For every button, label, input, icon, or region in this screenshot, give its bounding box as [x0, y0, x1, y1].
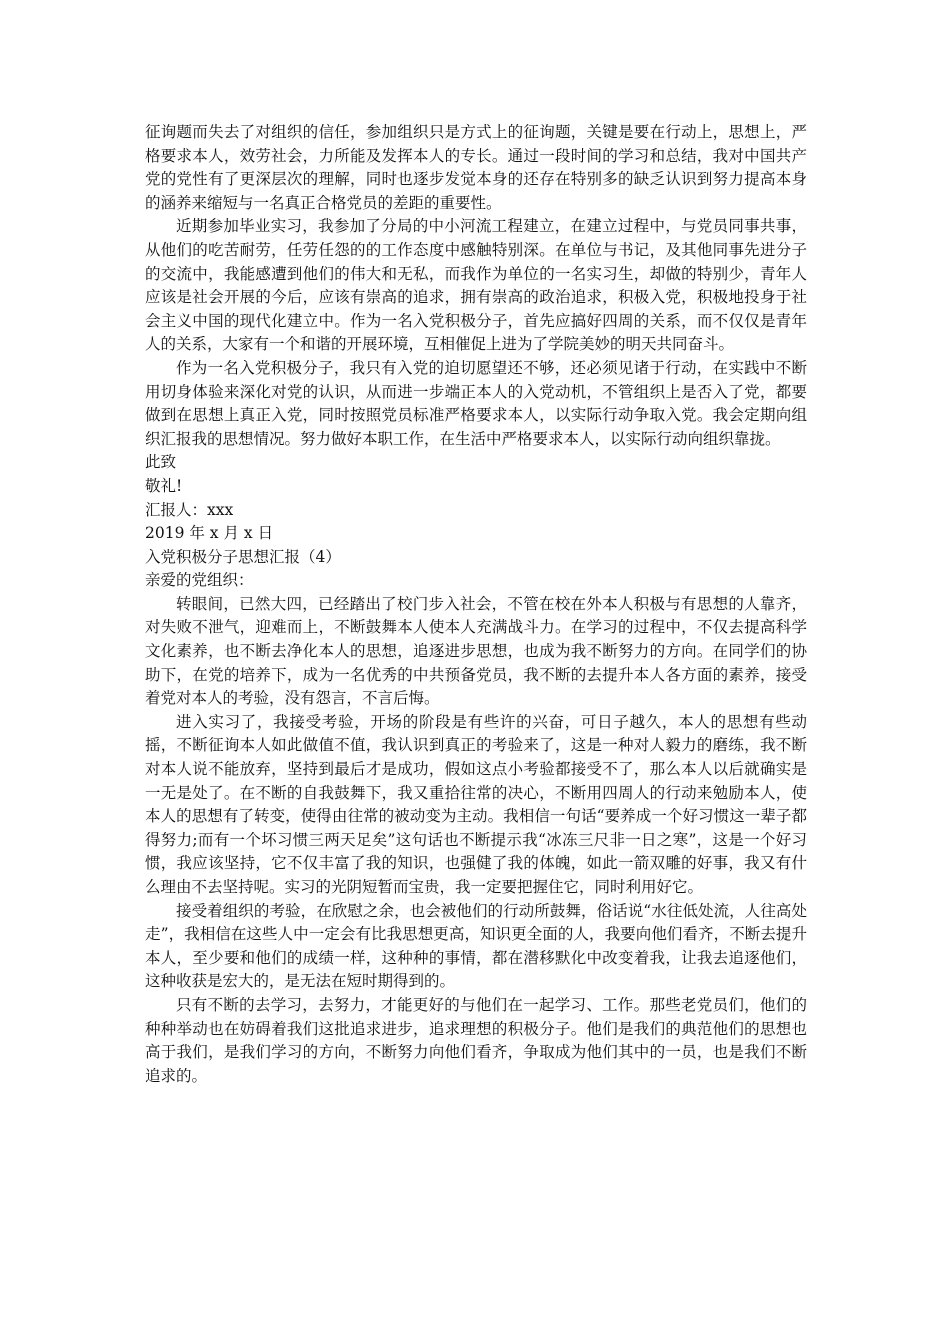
paragraph: 进入实习了，我接受考验，开场的阶段是有些许的兴奋，可日子越久，本人的思想有些动摇，不断征询本人如此做值不值，我认识到真正的考验来了，这是一种对人毅力的磨练，我不断对本人说不能放弃，坚持到最后才是成功，假如这点小考验都接受不了，那么本人以后就确实是一无是处了。在不断的自我鼓舞下，我又重拾往常的决心，不断用四周人的行动来勉励本人，使本人的思想有了转变，使得由往常的被动变为主动。我相信一句话“要养成一个好习惯这一辈子都得努力;而有一个坏习惯三两天足矣”这句话也不断提示我“冰冻三尺非一日之寒”，这是一个好习惯，我应该坚持，它不仅丰富了我的知识，也强健了我的体魄，如此一箭双雕的好事，我又有什么理由不去坚持呢。实习的光阴短暂而宝贵，我一定要把握住它，同时利用好它。 [145, 712, 807, 896]
closing-salutation: 此致 [145, 453, 177, 472]
section-title: 入党积极分子思想汇报（4） [145, 547, 341, 566]
paragraph: 转眼间，已然大四，已经踏出了校门步入社会，不管在校在外本人积极与有思想的人靠齐，对失败不泄气，迎难而上，不断鼓舞本人使本人充满战斗力。在学习的过程中，不仅去提高科学文化素养，也不断去净化本人的思想，追逐进步思想，也成为我不断努力的方向。在同学们的协助下，在党的培养下，成为一名优秀的中共预备党员，我不断的去提升本人各方面的素养，接受着党对本人的考验，没有怨言，不言后悔。 [145, 594, 807, 708]
reporter-line: 汇报人：xxx [145, 500, 234, 519]
greeting: 亲爱的党组织： [145, 571, 254, 590]
paragraph: 近期参加毕业实习，我参加了分局的中小河流工程建立，在建立过程中，与党员同事共事，从他们的吃苦耐劳，任劳任怨的的工作态度中感触特别深。在单位与书记，及其他同事先进分子的交流中，我能感遭到他们的伟大和无私，而我作为单位的一名实习生，却做的特别少，青年人应该是社会开展的今后，应该有崇高的追求，拥有崇高的政治追求，积极入党，积极地投身于社会主义中国的现代化建立中。作为一名入党积极分子，首先应搞好四周的关系，而不仅仅是青年人的关系，大家有一个和谐的开展环境，互相催促上进为了学院美妙的明天共同奋斗。 [145, 217, 807, 354]
closing-respect: 敬礼! [145, 476, 183, 495]
paragraph-continued: 征询题而失去了对组织的信任，参加组织只是方式上的征询题，关键是要在行动上，思想上，严格要求本人，效劳社会，力所能及发挥本人的专长。通过一段时间的学习和总结，我对中国共产党的党性有了更深层次的理解，同时也逐步发觉本身的还存在特别多的缺乏认识到努力提高本身的涵养来缩短与一名真正合格党员的差距的重要性。 [145, 123, 807, 212]
document-body [145, 121, 807, 1088]
paragraph: 只有不断的去学习，去努力，才能更好的与他们在一起学习、工作。那些老党员们，他们的种种举动也在妨碍着我们这批追求进步，追求理想的积极分子。他们是我们的典范他们的思想也高于我们，是我们学习的方向，不断努力向他们看齐，争取成为他们其中的一员，也是我们不断追求的。 [145, 995, 807, 1085]
date-line: 2019 年 x 月 x 日 [145, 524, 274, 543]
paragraph: 作为一名入党积极分子，我只有入党的迫切愿望还不够，还必须见诸于行动，在实践中不断用切身体验来深化对党的认识，从而进一步端正本人的入党动机，不管组织上是否入了党，都要做到在思想上真正入党，同时按照党员标准严格要求本人，以实际行动争取入党。我会定期向组织汇报我的思想情况。努力做好本职工作，在生活中严格要求本人，以实际行动向组织靠拢。 [145, 358, 807, 448]
paragraph: 接受着组织的考验，在欣慰之余，也会被他们的行动所鼓舞，俗话说“水往低处流，人往高处走”，我相信在这些人中一定会有比我思想更高，知识更全面的人，我要向他们看齐，不断去提升本人，至少要和他们的成绩一样，这种种的事情，都在潜移默化中改变着我，让我去追逐他们，这种收获是宏大的，是无法在短时期得到的。 [145, 901, 807, 991]
